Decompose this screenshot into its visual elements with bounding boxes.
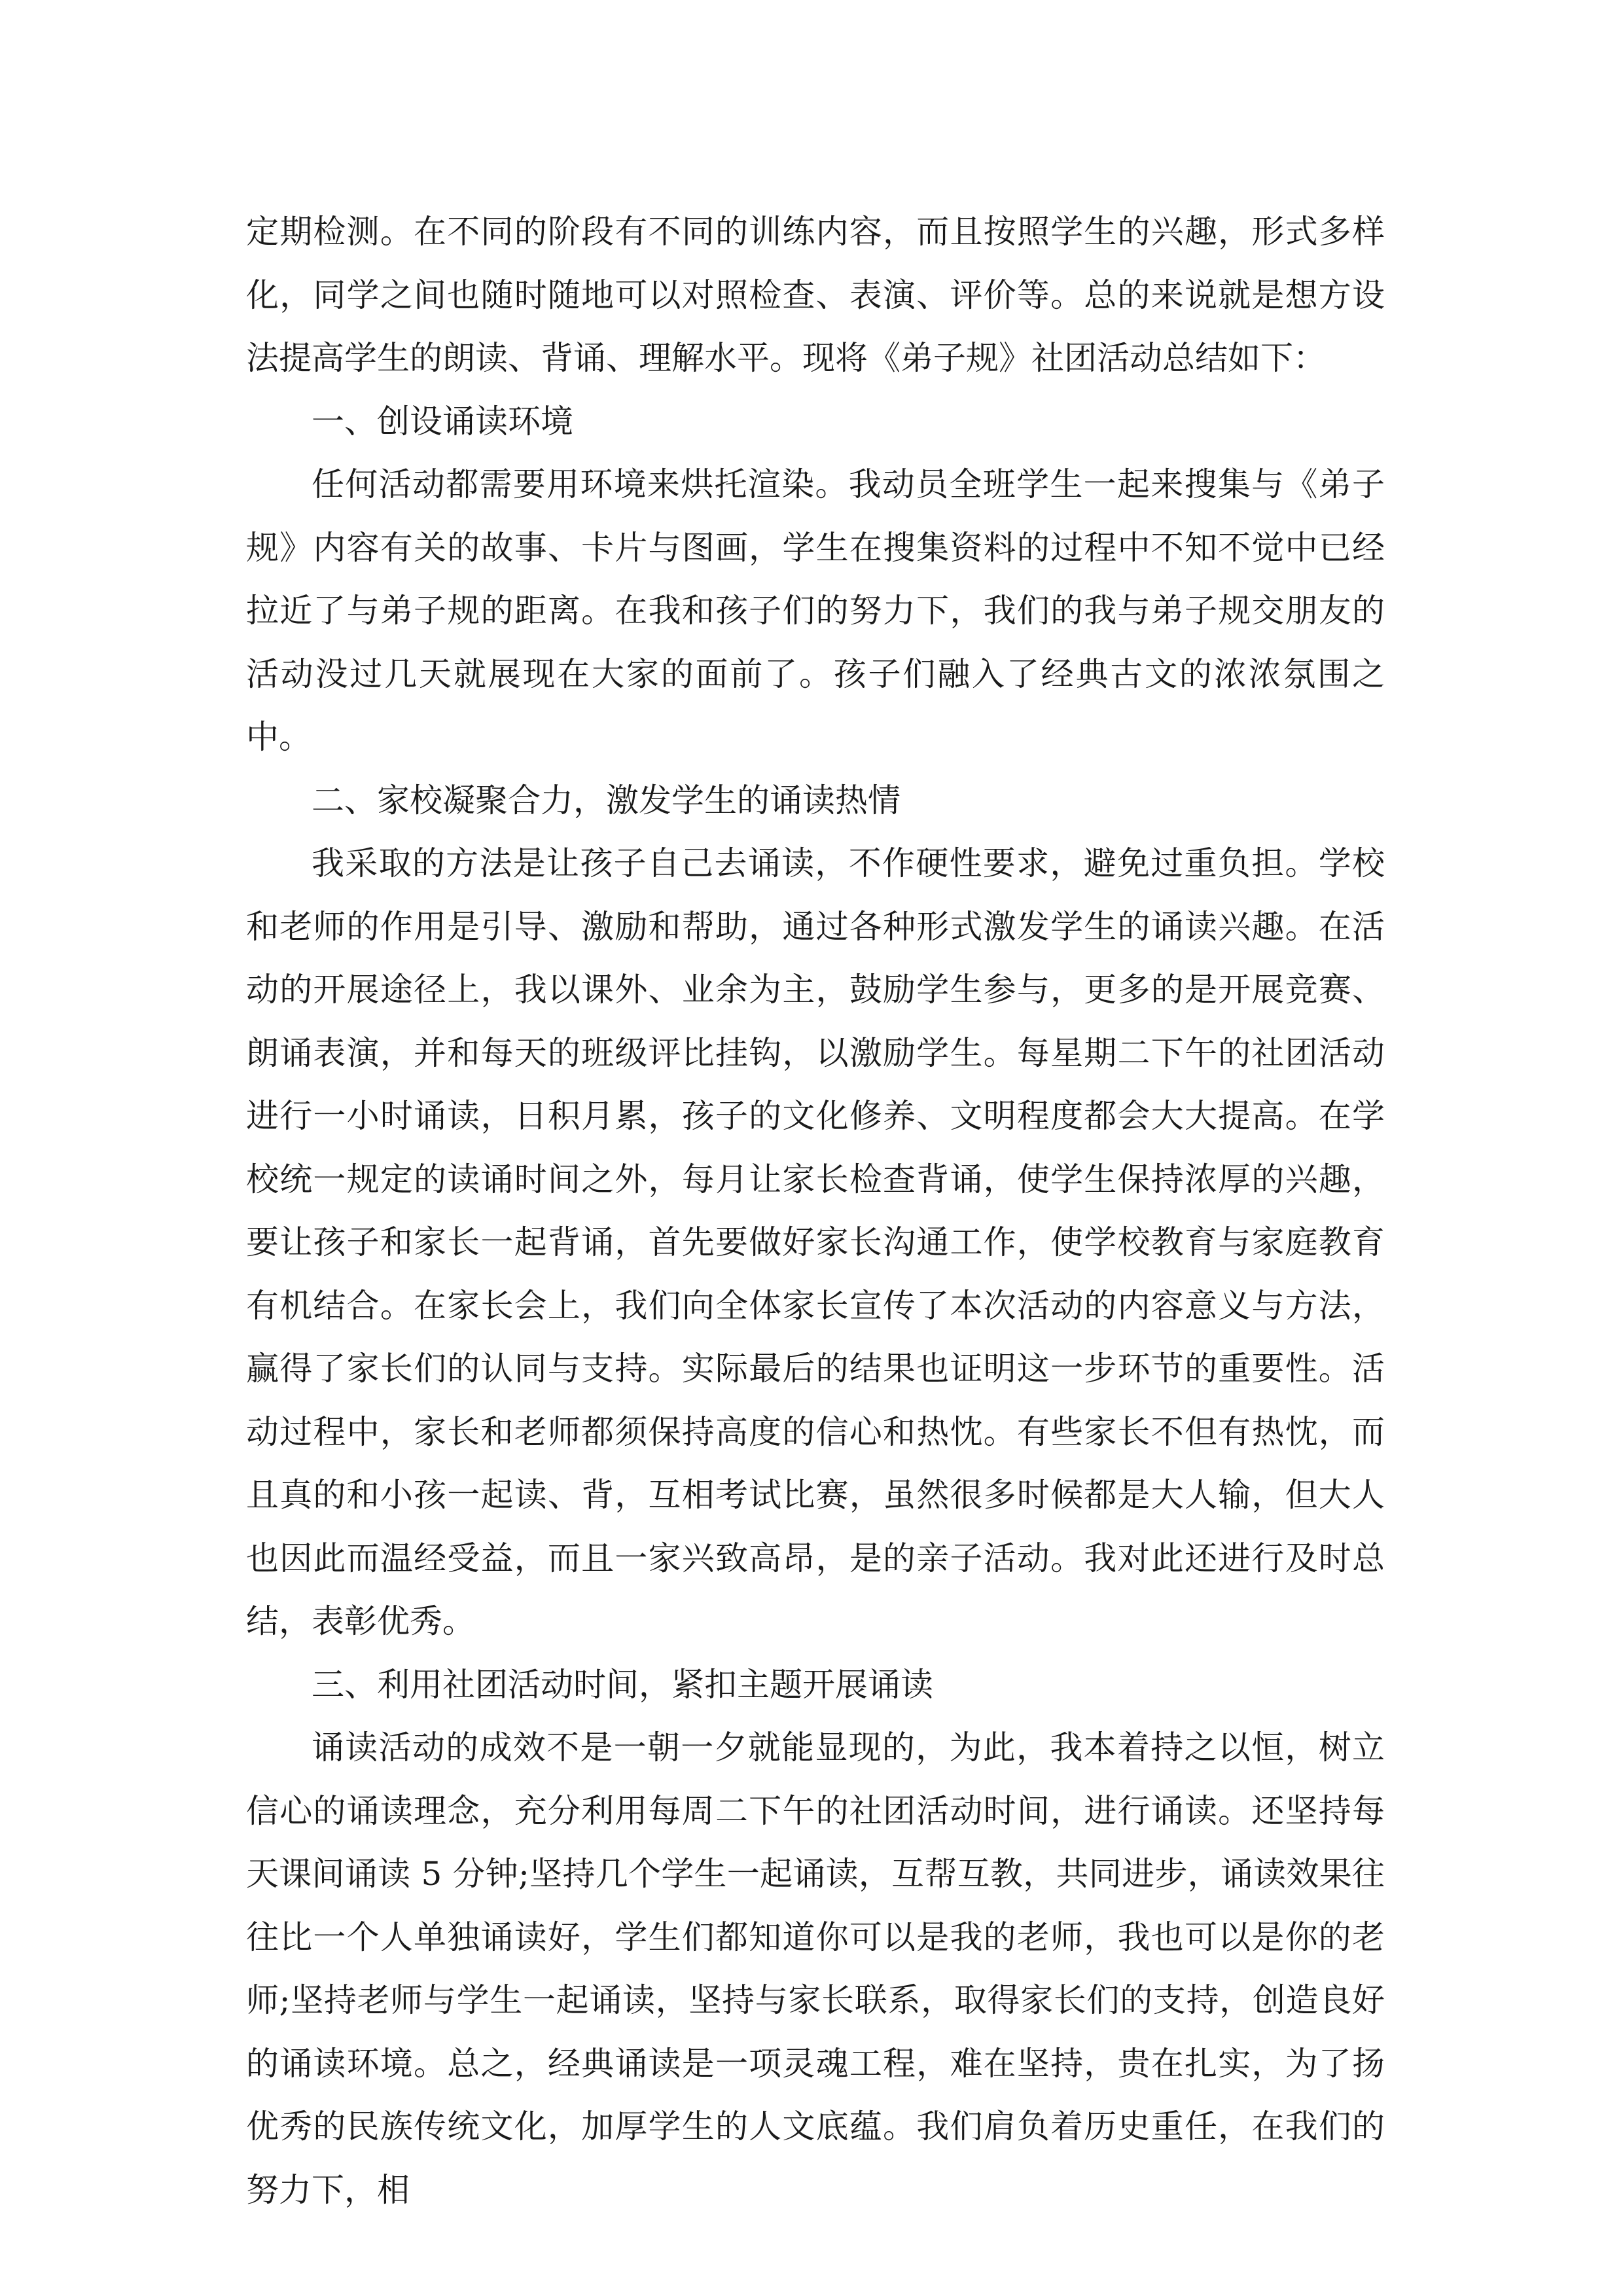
document-body bbox=[246, 200, 1385, 2221]
paragraph-section-3: 诵读活动的成效不是一朝一夕就能显现的，为此，我本着持之以恒，树立信心的诵读理念，充分利用每周二下午的社团活动时间，进行诵读。还坚持每天课间诵读 5 分钟;坚持几个学生一起诵读，互帮互教，共同进步，诵读效果往往比一个人单独诵读好，学生们都知道你可以是我的老师，我也可以是你的老师;坚持老师与学生一起诵读，坚持与家长联系，取得家长们的支持，创造良好的诵读环境。总之，经典诵读是一项灵魂工程，难在坚持，贵在扎实，为了扬优秀的民族传统文化，加厚学生的人文底蕴。我们肩负着历史重任，在我们的努力下，相 bbox=[246, 1729, 1385, 2209]
paragraph-intro: 定期检测。在不同的阶段有不同的训练内容，而且按照学生的兴趣，形式多样化，同学之间也随时随地可以对照检查、表演、评价等。总的来说就是想方设法提高学生的朗读、背诵、理解水平。现将《弟子规》社团活动总结如下： bbox=[246, 213, 1385, 377]
paragraph-section-1: 任何活动都需要用环境来烘托渲染。我动员全班学生一起来搜集与《弟子规》内容有关的故事、卡片与图画，学生在搜集资料的过程中不知不觉中已经拉近了与弟子规的距离。在我和孩子们的努力下，我们的我与弟子规交朋友的活动没过几天就展现在大家的面前了。孩子们融入了经典古文的浓浓氛围之中。 bbox=[246, 465, 1385, 756]
section-heading-2: 二、家校凝聚合力，激发学生的诵读热情 bbox=[312, 781, 901, 819]
paragraph-section-2: 我采取的方法是让孩子自己去诵读，不作硬性要求，避免过重负担。学校和老师的作用是引导、激励和帮助，通过各种形式激发学生的诵读兴趣。在活动的开展途径上，我以课外、业余为主，鼓励学生参与，更多的是开展竞赛、朗诵表演，并和每天的班级评比挂钩，以激励学生。每星期二下午的社团活动进行一小时诵读，日积月累，孩子的文化修养、文明程度都会大大提高。在学校统一规定的读诵时间之外，每月让家长检查背诵，使学生保持浓厚的兴趣，要让孩子和家长一起背诵，首先要做好家长沟通工作，使学校教育与家庭教育有机结合。在家长会上，我们向全体家长宣传了本次活动的内容意义与方法，赢得了家长们的认同与支持。实际最后的结果也证明这一步环节的重要性。活动过程中，家长和老师都须保持高度的信心和热忱。有些家长不但有热忱，而且真的和小孩一起读、背，互相考试比赛，虽然很多时候都是大人输，但大人也因此而温经受益，而且一家兴致高昂，是的亲子活动。我对此还进行及时总结，表彰优秀。 bbox=[246, 844, 1385, 1640]
section-heading-3: 三、利用社团活动时间，紧扣主题开展诵读 bbox=[312, 1665, 933, 1704]
section-heading-1: 一、创设诵读环境 bbox=[312, 402, 573, 440]
